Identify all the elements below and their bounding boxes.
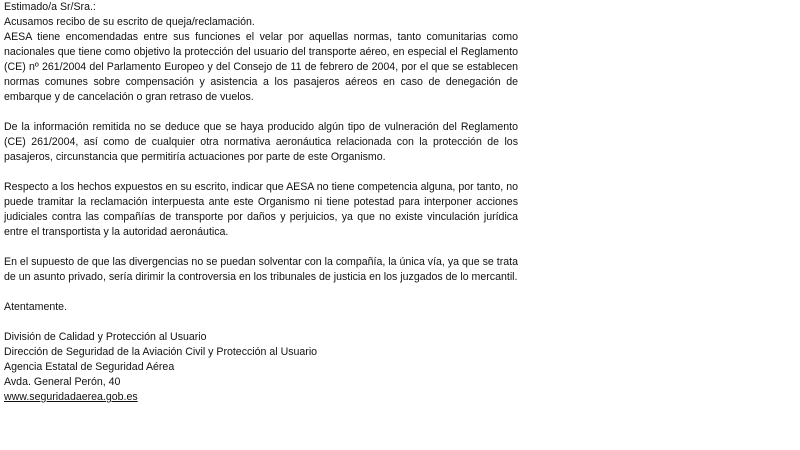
paragraph-no-violation: De la información remitida no se deduce que se haya producido algún tipo de vulneración del Reglamento (CE) 261/2004, así como de cualquier otra normativa aeronáutica relacionada con la protección de los pasajeros, circunstancia que permitiría actuaciones por parte de este Organismo. [4,121,518,163]
paragraph-spacer [4,105,518,120]
letter-body [4,0,518,405]
greeting: Estimado/a Sr/Sra.: [4,1,96,13]
signature-division: División de Calidad y Protección al Usuario [4,331,207,343]
website-link[interactable]: www.seguridadaerea.gob.es [4,391,138,403]
paragraph-spacer [4,165,518,180]
signature-block [4,330,518,405]
signature-address: Avda. General Perón, 40 [4,376,121,388]
paragraph-spacer [4,285,518,300]
paragraph-private-matter: En el supuesto de que las divergencias no se puedan solventar con la compañía, la única vía, ya que se trata de un asunto privado, sería dirimir la controversia en los tribunales de justicia en los juzgados de lo mercantil. [4,256,518,283]
closing: Atentamente. [4,301,68,313]
paragraph-spacer [4,315,518,330]
paragraph-aesa-functions: AESA tiene encomendadas entre sus funciones el velar por aquellas normas, tanto comunitarias como nacionales que tiene como objetivo la protección del usuario del transporte aéreo, en especial el Reglamento (CE) nº 261/2004 del Parlamento Europeo y del Consejo de 11 de febrero de 2004, por el que se establecen normas comunes sobre compensación y asistencia a los pasajeros aéreos en caso de denegación de embarque y de cancelación o gran retraso de vuelos. [4,31,518,103]
receipt-acknowledgement: Acusamos recibo de su escrito de queja/reclamación. [4,16,255,28]
paragraph-no-competence: Respecto a los hechos expuestos en su escrito, indicar que AESA no tiene competencia alguna, por tanto, no puede tramitar la reclamación interpuesta ante este Organismo ni tiene potestad para interponer acciones judiciales contra las compañías de transporte por daños y perjuicios, ya que no existe vinculación jurídica entre el transportista y la autoridad aeronáutica. [4,181,518,238]
paragraph-spacer [4,240,518,255]
signature-agency: Agencia Estatal de Seguridad Aérea [4,361,175,373]
signature-directorate: Dirección de Seguridad de la Aviación Civil y Protección al Usuario [4,346,318,358]
